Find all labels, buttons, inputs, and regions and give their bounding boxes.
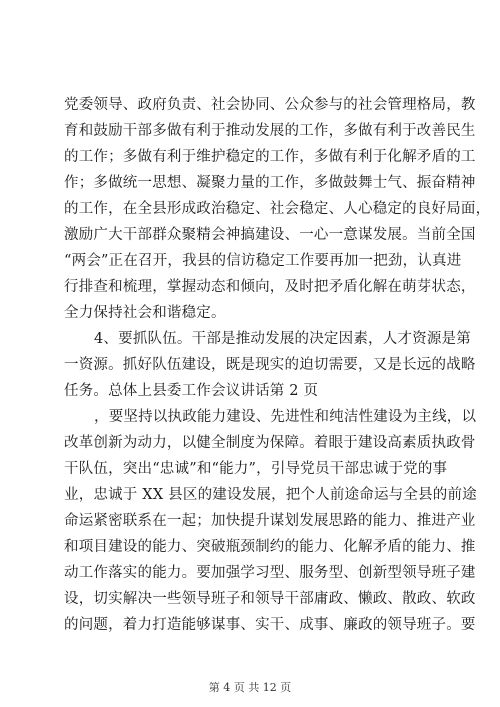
- paragraph-3-line-9: 的问题，着力打造能够谋事、实干、成事、廉政的领导班子。要: [64, 617, 476, 633]
- paragraph-3-line-3: 干队伍，突出“忠诚”和“能力”，引导党员干部忠诚于党的事: [64, 461, 448, 477]
- paragraph-1-line-3: 的工作；多做有利于维护稳定的工作，多做有利于化解矛盾的工: [64, 149, 476, 165]
- paragraph-1-line-8: 行排查和梳理，掌握动态和倾向，及时把矛盾化解在萌芽状态，: [64, 279, 476, 295]
- paragraph-1-line-2: 育和鼓励干部多做有利于推动发展的工作，多做有利于改善民生: [64, 123, 476, 139]
- paragraph-2-line-2: 一资源。抓好队伍建设，既是现实的迫切需要，又是长远的战略: [64, 357, 476, 373]
- paragraph-1-line-7: “两会”正在召开，我县的信访稳定工作要再加一把劲，认真进: [64, 253, 462, 269]
- paragraph-3-line-2: 改革创新为动力，以健全制度为保障。着眼于建设高素质执政骨: [64, 435, 476, 451]
- paragraph-1-line-4: 作；多做统一思想、凝聚力量的工作，多做鼓舞士气、振奋精神: [64, 175, 476, 191]
- paragraph-3-line-5: 命运紧密联系在一起；加快提升谋划发展思路的能力、推进产业: [64, 513, 476, 529]
- paragraph-3-line-6: 和项目建设的能力、突破瓶颈制约的能力、化解矛盾的能力、推: [64, 539, 476, 555]
- paragraph-3-line-8: 设，切实解决一些领导班子和领导干部庸政、懒政、散政、软政: [64, 591, 476, 607]
- paragraph-1-line-5: 的工作，在全县形成政治稳定、社会稳定、人心稳定的良好局面，: [64, 201, 491, 217]
- paragraph-2-line-3: 任务。总体上县委工作会议讲话第 2 页: [64, 383, 319, 399]
- paragraph-1-line-9: 全力保持社会和谐稳定。: [64, 305, 226, 321]
- paragraph-2-line-1: 4、要抓队伍。干部是推动发展的决定因素，人才资源是第: [94, 331, 471, 347]
- paragraph-3-line-4: 业，忠诚于 XX 县区的建设发展，把个人前途命运与全县的前途: [64, 487, 477, 503]
- paragraph-1-line-6: 激励广大干部群众聚精会神搞建设、一心一意谋发展。当前全国: [64, 227, 476, 243]
- paragraph-1-line-1: 党委领导、政府负责、社会协同、公众参与的社会管理格局，教: [64, 97, 476, 113]
- paragraph-3-line-1: ，要坚持以执政能力建设、先进性和纯洁性建设为主线，以: [94, 409, 477, 425]
- page-number-footer: 第 4 页 共 12 页: [208, 681, 292, 694]
- paragraph-3-line-7: 动工作落实的能力。要加强学习型、服务型、创新型领导班子建: [64, 565, 476, 581]
